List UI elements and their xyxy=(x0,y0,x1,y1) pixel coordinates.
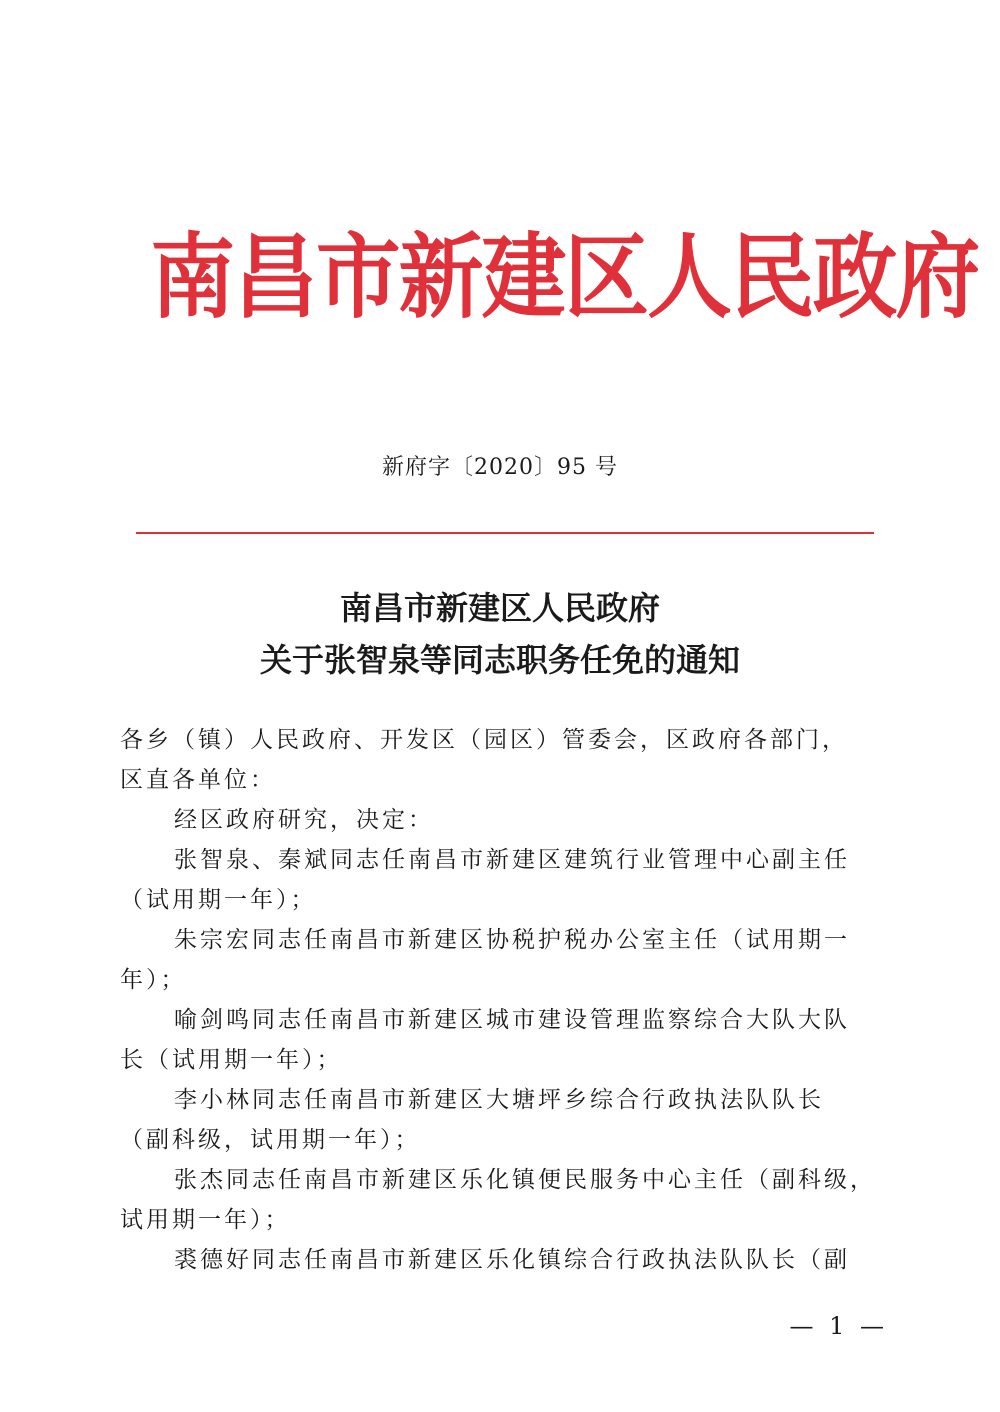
paragraph-5-line-2: 试用期一年）； xyxy=(120,1207,291,1233)
paragraph-5-line-1: 张杰同志任南昌市新建区乐化镇便民服务中心主任（副科级， xyxy=(174,1167,876,1193)
red-divider xyxy=(136,532,874,534)
title-line-1: 南昌市新建区人民政府 xyxy=(339,589,660,627)
addressee-line-2: 区直各单位： xyxy=(120,767,276,793)
page-number: — 1 — xyxy=(789,1312,888,1340)
paragraph-6-line-1: 裘德好同志任南昌市新建区乐化镇综合行政执法队队长（副 xyxy=(174,1247,850,1273)
title-line-2: 关于张智泉等同志职务任免的通知 xyxy=(259,641,740,679)
paragraph-4-line-1: 李小林同志任南昌市新建区大塘坪乡综合行政执法队队长 xyxy=(174,1087,824,1113)
paragraph-0-line-1: 经区政府研究，决定： xyxy=(174,807,434,833)
paragraph-2-line-2: 年）； xyxy=(120,967,187,993)
paragraph-3-line-2: 长（试用期一年）； xyxy=(120,1047,343,1073)
addressee-line-1: 各乡（镇）人民政府、开发区（园区）管委会，区政府各部门， xyxy=(120,727,848,753)
paragraph-2-line-1: 朱宗宏同志任南昌市新建区协税护税办公室主任（试用期一 xyxy=(174,927,850,953)
paragraph-1-line-1: 张智泉、秦斌同志任南昌市新建区建筑行业管理中心副主任 xyxy=(174,847,850,873)
paragraph-4-line-2: （副科级，试用期一年）； xyxy=(120,1127,421,1153)
document-number: 新府字〔2020〕95 号 xyxy=(382,455,618,480)
masthead: 南昌市新建区人民政府 xyxy=(150,224,979,331)
paragraph-1-line-2: （试用期一年）； xyxy=(120,887,317,913)
document-body xyxy=(120,720,890,1280)
paragraph-3-line-1: 喻剑鸣同志任南昌市新建区城市建设管理监察综合大队大队 xyxy=(174,1007,850,1033)
